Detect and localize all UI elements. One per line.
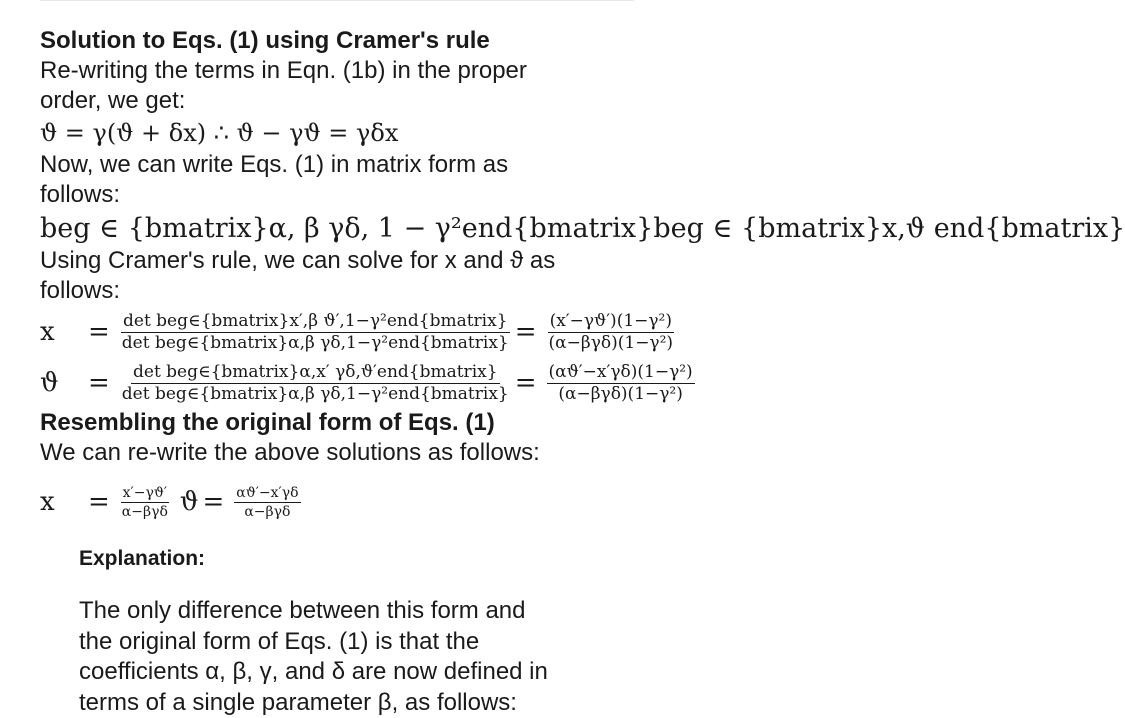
explanation-line1: The only difference between this form and xyxy=(79,596,639,627)
rewritten-x-lhs: x xyxy=(40,487,84,517)
theta-solution-equals2: = xyxy=(515,368,537,398)
theta-solution-numerator: det beg∈{bmatrix}α,x′ γδ,ϑ′end{bmatrix} xyxy=(131,362,500,384)
x-solution-equals: = xyxy=(88,317,110,347)
x-solution-equation xyxy=(40,306,634,358)
rewritten-x-fraction xyxy=(120,484,170,521)
rewritten-x-equals: = xyxy=(88,487,110,517)
x-solution-denominator: det beg∈{bmatrix}α,β γδ,1−γ²end{bmatrix} xyxy=(120,333,511,354)
rewritten-theta-lhs: ϑ xyxy=(180,487,199,517)
matrix-intro-line1: Now, we can write Eqs. (1) in matrix form as xyxy=(40,150,660,180)
theta-solution-fraction xyxy=(120,362,511,405)
rewritten-theta-fraction xyxy=(234,484,300,521)
top-divider xyxy=(40,0,634,1)
theta-solution-lhs: ϑ xyxy=(40,368,84,398)
theta-solution-numerator2: (αϑ′−x′γδ)(1−γ²) xyxy=(547,362,695,384)
section-heading-cramer: Solution to Eqs. (1) using Cramer's rule xyxy=(40,26,660,56)
rewritten-x-denominator: α−βγδ xyxy=(120,503,170,521)
explanation-line2: the original form of Eqs. (1) is that the xyxy=(79,627,639,658)
x-solution-numerator2: (x′−γϑ′)(1−γ²) xyxy=(548,311,674,333)
theta-solution-equation xyxy=(40,358,634,408)
cramer-intro-line2: follows: xyxy=(40,276,660,306)
x-solution-lhs: x xyxy=(40,317,84,347)
rewritten-theta-numerator: αϑ′−x′γδ xyxy=(234,484,300,503)
rewritten-theta-equals: = xyxy=(202,487,224,517)
solution-content xyxy=(40,26,660,528)
rewritten-theta-denominator: α−βγδ xyxy=(242,503,292,521)
theta-solution-denominator: det beg∈{bmatrix}α,β γδ,1−γ²end{bmatrix} xyxy=(120,384,511,405)
theta-solution-fraction2 xyxy=(547,362,695,405)
matrix-intro-line2: follows: xyxy=(40,180,660,210)
matrix-equation: beg ∈ {bmatrix}α, β γδ, 1 − γ²end{bmatrix}beg ∈ {bmatrix}x,ϑ end{bmatrix} xyxy=(40,210,634,248)
rewritten-solutions xyxy=(40,476,634,528)
explanation-title: Explanation: xyxy=(79,544,639,574)
theta-solution-equals: = xyxy=(88,368,110,398)
theta-solution-denominator2: (α−βγδ)(1−γ²) xyxy=(556,384,685,405)
explanation-block xyxy=(79,544,639,718)
rearranged-equation: ϑ = γ(ϑ + δx) ∴ ϑ − γϑ = γδx xyxy=(40,116,660,150)
explanation-line4: terms of a single parameter β, as follows: xyxy=(79,688,639,718)
x-solution-denominator2: (α−βγδ)(1−γ²) xyxy=(547,333,676,354)
explanation-line3: coefficients α, β, γ, and δ are now defined in xyxy=(79,657,639,688)
resembling-intro: We can re-write the above solutions as follows: xyxy=(40,438,660,468)
x-solution-fraction xyxy=(120,311,511,354)
x-solution-fraction2 xyxy=(547,311,676,354)
explanation-text xyxy=(79,596,639,718)
intro-text-line2: order, we get: xyxy=(40,86,660,116)
intro-text-line1: Re-writing the terms in Eqn. (1b) in the proper xyxy=(40,56,660,86)
x-solution-equals2: = xyxy=(515,317,537,347)
rewritten-x-numerator: x′−γϑ′ xyxy=(121,484,169,503)
cramer-intro-line1: Using Cramer's rule, we can solve for x and ϑ as xyxy=(40,246,660,276)
section-heading-resembling: Resembling the original form of Eqs. (1) xyxy=(40,408,660,438)
x-solution-numerator: det beg∈{bmatrix}x′,β ϑ′,1−γ²end{bmatrix} xyxy=(121,311,510,333)
